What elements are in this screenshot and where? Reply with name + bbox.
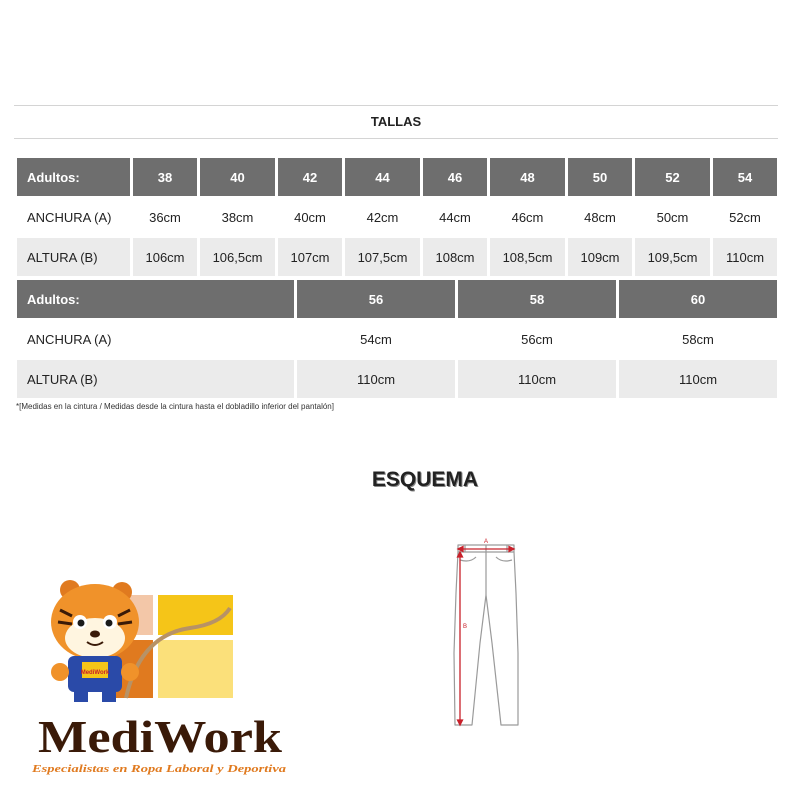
- value-cell: 46cm: [490, 198, 565, 236]
- value-cell: 110cm: [297, 360, 455, 398]
- size-cell: 54: [713, 158, 777, 196]
- value-cell: 58cm: [619, 320, 777, 358]
- scheme-title: ESQUEMA: [371, 468, 479, 491]
- size-cell: 56: [297, 280, 455, 318]
- value-cell: 54cm: [297, 320, 455, 358]
- size-cell: 46: [423, 158, 487, 196]
- value-cell: 110cm: [619, 360, 777, 398]
- value-cell: 107,5cm: [345, 238, 420, 276]
- value-cell: 110cm: [458, 360, 616, 398]
- size-cell: 58: [458, 280, 616, 318]
- value-cell: 40cm: [278, 198, 342, 236]
- row-label: ALTURA (B): [17, 360, 294, 398]
- row-label: ANCHURA (A): [17, 320, 294, 358]
- brand-name: MediWork: [38, 711, 283, 762]
- value-cell: 107cm: [278, 238, 342, 276]
- size-cell: 42: [278, 158, 342, 196]
- width-row: [17, 198, 777, 236]
- height-row: [17, 360, 777, 398]
- company-logo: [30, 580, 300, 780]
- value-cell: 109cm: [568, 238, 632, 276]
- size-cell: 60: [619, 280, 777, 318]
- value-cell: 110cm: [713, 238, 777, 276]
- badge-text: MediWork: [80, 670, 110, 676]
- size-header-row: [17, 158, 777, 196]
- size-cell: 48: [490, 158, 565, 196]
- value-cell: 38cm: [200, 198, 275, 236]
- value-cell: 106cm: [133, 238, 197, 276]
- size-cell: 50: [568, 158, 632, 196]
- top-rule: [14, 105, 778, 106]
- value-cell: 50cm: [635, 198, 710, 236]
- size-cell: 52: [635, 158, 710, 196]
- row-label: ALTURA (B): [17, 238, 130, 276]
- measurement-note: *[Medidas en la cintura / Medidas desde la cintura hasta el dobladillo inferior del pantalón]: [16, 402, 334, 411]
- value-cell: 44cm: [423, 198, 487, 236]
- value-cell: 36cm: [133, 198, 197, 236]
- trousers-diagram-icon: [440, 533, 540, 733]
- value-cell: 56cm: [458, 320, 616, 358]
- header-label: Adultos:: [17, 158, 130, 196]
- value-cell: 106,5cm: [200, 238, 275, 276]
- value-cell: 108cm: [423, 238, 487, 276]
- scheme-label-a: A: [484, 539, 489, 545]
- page-title: TALLAS: [370, 114, 422, 129]
- size-cell: 38: [133, 158, 197, 196]
- value-cell: 109,5cm: [635, 238, 710, 276]
- height-row: [17, 238, 777, 276]
- size-cell: 44: [345, 158, 420, 196]
- width-row: [17, 320, 777, 358]
- row-label: ANCHURA (A): [17, 198, 130, 236]
- value-cell: 52cm: [713, 198, 777, 236]
- scheme-label-b: B: [463, 624, 468, 630]
- size-header-row: [17, 280, 777, 318]
- brand-tagline: Especialistas en Ropa Laboral y Deportiva: [30, 763, 287, 775]
- title-rule: [14, 138, 778, 139]
- size-table-1: [14, 156, 780, 278]
- size-table-2: [14, 278, 780, 400]
- header-label: Adultos:: [17, 280, 294, 318]
- size-cell: 40: [200, 158, 275, 196]
- value-cell: 108,5cm: [490, 238, 565, 276]
- value-cell: 48cm: [568, 198, 632, 236]
- value-cell: 42cm: [345, 198, 420, 236]
